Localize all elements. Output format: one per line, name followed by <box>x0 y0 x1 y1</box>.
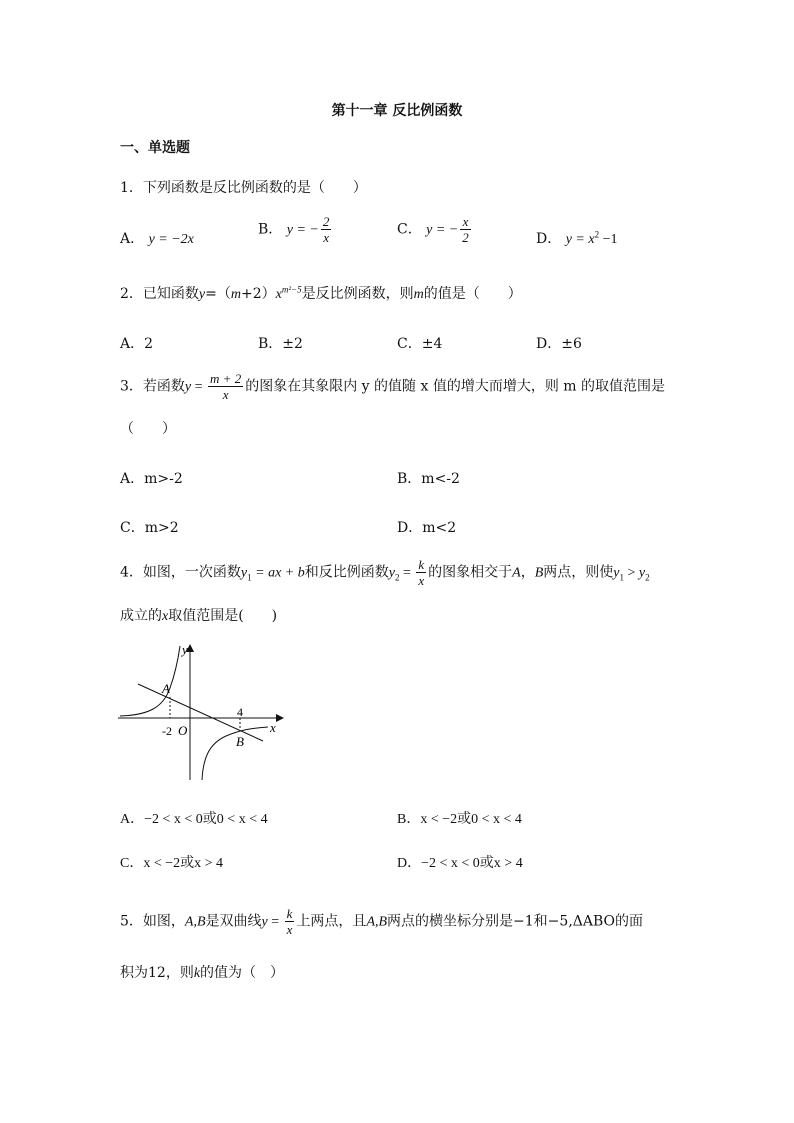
stem-text: 的值是（ ） <box>423 286 522 302</box>
label-y: y <box>182 642 188 657</box>
stem-text: +2） <box>241 286 276 302</box>
fraction-denominator: 2 <box>462 230 469 245</box>
stem-text: 两点的横坐标分别是−1和−5,ΔABO <box>387 913 616 930</box>
hyperbola-branch-right <box>202 727 268 780</box>
q3-option-a[interactable]: A．m>-2 <box>120 471 183 487</box>
q1-option-b[interactable] <box>258 214 333 245</box>
math-var: y <box>638 565 646 581</box>
subscript: 1 <box>619 572 624 583</box>
q3-option-b[interactable]: B．m<-2 <box>397 471 460 487</box>
linear-function-line <box>138 684 263 741</box>
q4-option-d[interactable]: D．−2 < x < 0或x > 4 <box>397 856 523 871</box>
stem-text: 上两点，且 <box>296 913 367 930</box>
math-op: = <box>399 565 415 581</box>
fraction <box>321 214 332 245</box>
fraction-denominator: x <box>418 573 425 588</box>
q3-option-c[interactable]: C．m>2 <box>120 520 179 536</box>
option-expression: y = − <box>426 222 459 238</box>
exponent: 2 <box>594 229 600 240</box>
page-title: 第十一章 反比例函数 <box>331 103 463 119</box>
stem-text: 是反比例函数，则 <box>301 286 414 302</box>
fraction <box>416 557 426 588</box>
stem-text: =（ <box>205 286 231 302</box>
q2-option-b[interactable]: B．±2 <box>258 336 303 352</box>
x-axis-arrow-icon <box>276 714 284 722</box>
label-x: x <box>270 720 276 735</box>
math-var: m <box>413 287 424 302</box>
fraction <box>285 906 295 937</box>
option-label: D． <box>536 231 562 247</box>
option-expression: y = x <box>565 232 595 247</box>
math-op: = <box>191 379 207 395</box>
fraction-denominator: x <box>222 387 229 402</box>
stem-text: 的面 <box>615 913 644 930</box>
stem-text: 的图象在其象限内 y 的值随 x 值的增大而增大，则 m 的取值范围是 <box>245 378 665 395</box>
fraction <box>208 371 243 402</box>
stem-text: ， <box>520 564 535 581</box>
math-op: > <box>624 565 639 581</box>
math-var: y <box>240 565 248 581</box>
q1-option-c[interactable] <box>397 214 473 245</box>
q1-option-a[interactable] <box>120 228 194 248</box>
math-var: y <box>261 914 268 930</box>
math-var: B <box>534 565 544 581</box>
subscript: 1 <box>247 572 252 583</box>
math-op: = <box>267 914 283 930</box>
q2-option-d[interactable]: D．±6 <box>536 336 582 352</box>
q4-option-a[interactable]: A．−2 < x < 0或0 < x < 4 <box>120 812 268 827</box>
math-var: A,B <box>184 914 206 930</box>
stem-text: 3．若函数 <box>120 378 185 395</box>
stem-text: 是双曲线 <box>205 913 262 930</box>
math-var: y <box>184 379 192 395</box>
stem-text: 取值范围是( ) <box>168 608 278 624</box>
fraction-denominator: x <box>286 922 293 937</box>
q1-option-d[interactable] <box>536 228 617 248</box>
q4-option-b[interactable]: B．x < −2或0 < x < 4 <box>397 812 522 827</box>
math-expression: = ax + b <box>251 565 305 581</box>
question-3-stem <box>120 371 665 402</box>
q4-option-c[interactable]: C．x < −2或x > 4 <box>120 856 224 871</box>
fraction-numerator: 2 <box>322 214 330 229</box>
question-5-stem-cont <box>120 962 284 982</box>
question-2-stem <box>120 283 522 303</box>
label-origin: O <box>178 723 188 738</box>
question-3-stem-cont: （ ） <box>120 421 176 437</box>
math-var: x <box>275 287 282 302</box>
label-point-b: B <box>236 734 244 749</box>
stem-text: 积为12，则 <box>120 965 194 981</box>
math-var: y <box>388 565 395 581</box>
stem-text: 两点，则使 <box>543 564 614 581</box>
option-expression-tail: −1 <box>599 232 618 247</box>
q3-option-d[interactable]: D．m<2 <box>397 520 457 536</box>
q2-option-c[interactable]: C．±4 <box>397 336 443 352</box>
stem-text: 5．如图， <box>120 913 185 930</box>
stem-text: 成立的 <box>120 608 162 624</box>
math-var: A <box>512 565 521 581</box>
question-4-stem <box>120 557 650 588</box>
stem-text: 和反比例函数 <box>304 564 389 581</box>
question-1-stem: 1．下列函数是反比例函数的是（ ） <box>120 180 367 196</box>
stem-text: 2．已知函数 <box>120 286 199 302</box>
math-var: y <box>613 565 620 581</box>
option-label: B． <box>258 221 283 238</box>
fraction-numerator: x <box>460 214 471 230</box>
option-expression: y = −2x <box>148 232 194 247</box>
question-5-stem <box>120 906 643 937</box>
fraction-numerator: k <box>418 557 425 572</box>
label-tick-minus2: -2 <box>162 724 172 738</box>
q2-option-a[interactable]: A．2 <box>120 336 154 352</box>
option-label: C． <box>397 221 422 238</box>
exponent: m²−5 <box>281 284 302 295</box>
section-heading: 一、单选题 <box>120 140 190 156</box>
math-var: x <box>162 609 169 624</box>
fraction-denominator: x <box>323 230 329 245</box>
option-label: A． <box>120 231 145 247</box>
math-var: m <box>230 287 241 302</box>
q4-function-graph <box>118 640 288 785</box>
subscript: 2 <box>645 572 650 583</box>
fraction-numerator: m + 2 <box>210 371 242 386</box>
math-var: A,B <box>366 914 388 930</box>
option-expression: y = − <box>286 222 319 238</box>
hyperbola-branch-left <box>120 646 180 716</box>
question-4-stem-cont <box>120 605 277 625</box>
stem-text: 的值为（ ） <box>200 965 285 981</box>
math-var: k <box>193 966 201 981</box>
math-var: y <box>198 287 206 302</box>
label-tick-4: 4 <box>237 705 243 719</box>
stem-text: 4．如图，一次函数 <box>120 564 241 581</box>
stem-text: 的图象相交于 <box>428 564 513 581</box>
subscript: 2 <box>394 572 400 583</box>
label-point-a: A <box>162 681 170 696</box>
fraction-numerator: k <box>286 906 293 921</box>
fraction <box>460 214 471 245</box>
